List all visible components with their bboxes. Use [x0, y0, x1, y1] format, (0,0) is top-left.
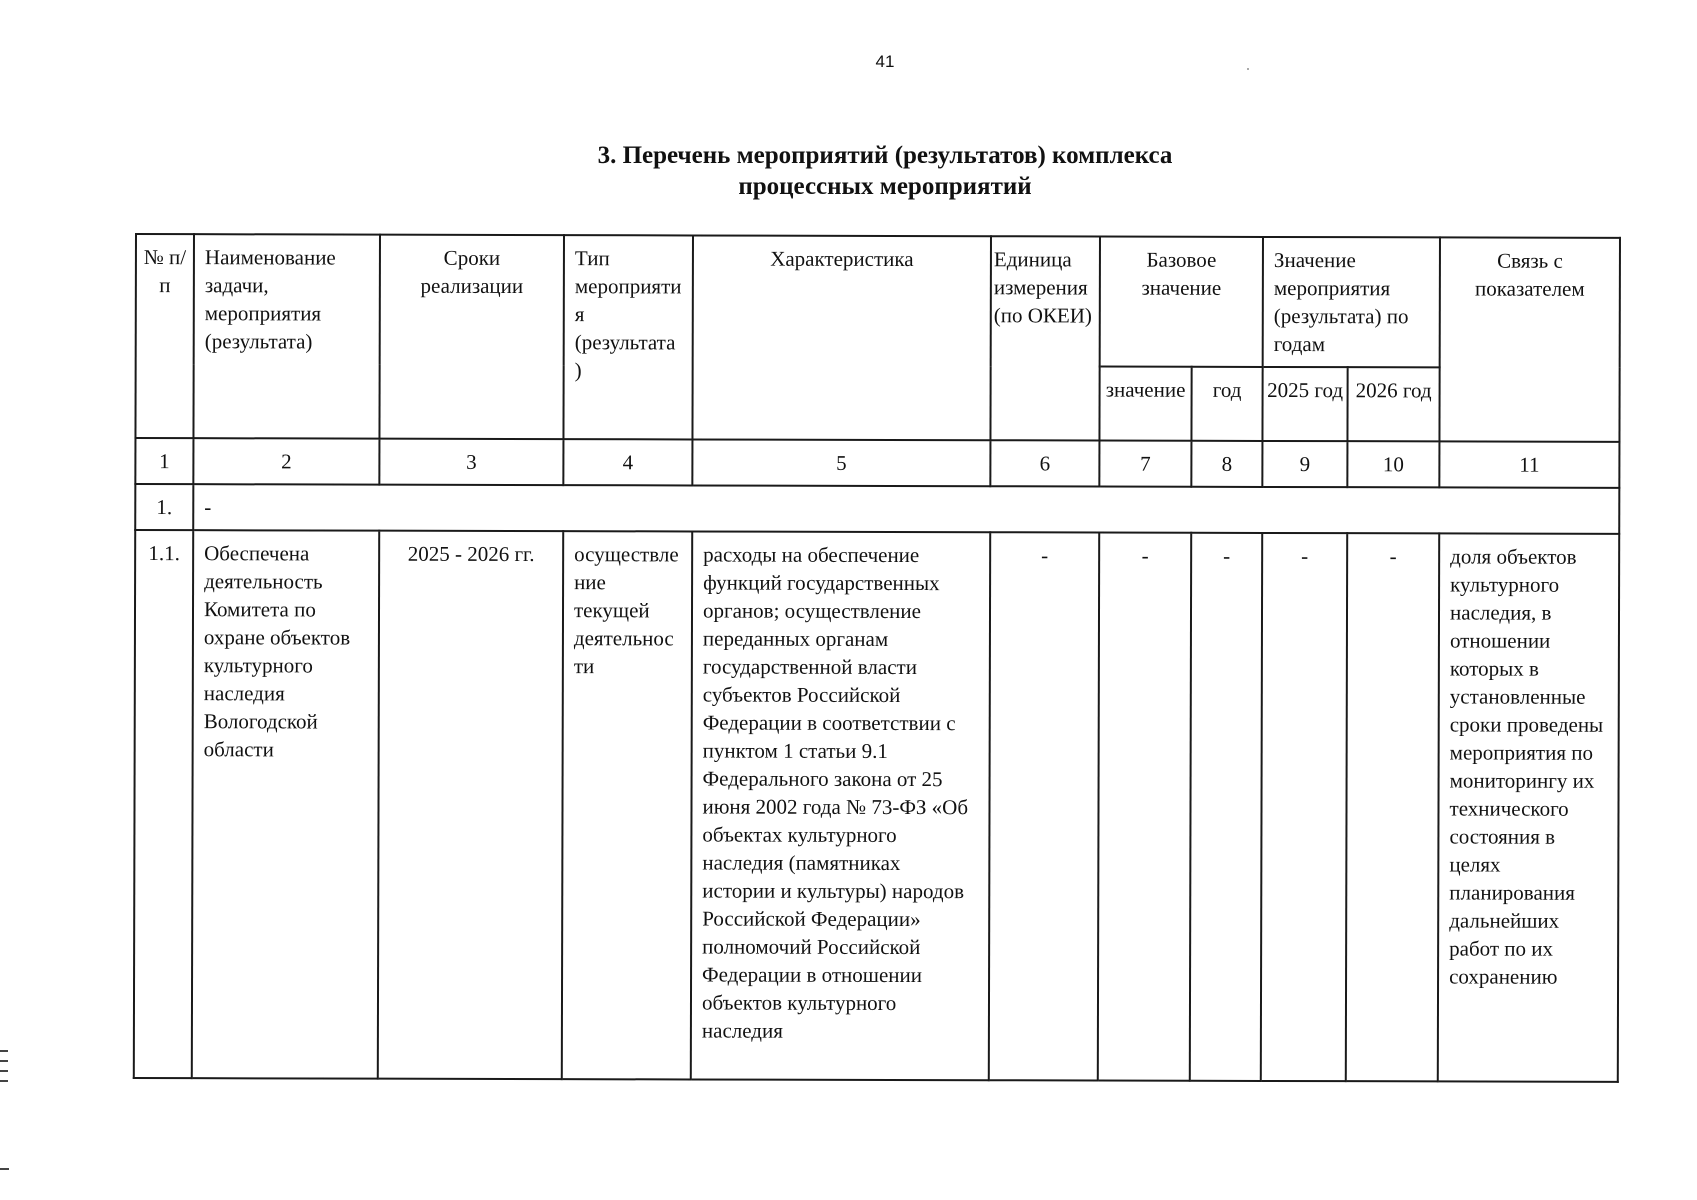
binding-mark — [0, 1060, 8, 1062]
header-unit: Единица измерения (по ОКЕИ) — [990, 236, 1100, 440]
header-row — [136, 234, 1620, 368]
row-base-year: - — [1190, 533, 1262, 1081]
column-number: 5 — [692, 439, 990, 486]
column-number: 9 — [1262, 441, 1347, 487]
column-number: 8 — [1191, 441, 1262, 487]
margin-dash — [0, 1168, 9, 1170]
title-line-1: 3. Перечень мероприятий (результатов) комплекса — [597, 142, 1173, 169]
scan-spot — [1247, 68, 1249, 70]
column-number: 4 — [563, 439, 692, 485]
row-terms: 2025 - 2026 гг. — [378, 531, 563, 1079]
header-num: № п/п — [135, 234, 194, 438]
binding-mark — [0, 1080, 8, 1082]
column-number: 6 — [990, 440, 1099, 486]
header-terms: Сроки реализации — [379, 235, 564, 439]
header-year-2026: 2026 год — [1347, 367, 1439, 441]
document-title — [505, 140, 1265, 202]
header-name: Наименование задачи, мероприятия (результата) — [193, 234, 380, 438]
column-number: 10 — [1347, 441, 1439, 487]
column-numbers-row — [135, 438, 1619, 488]
column-number: 2 — [193, 438, 379, 484]
measures-table — [133, 233, 1621, 1083]
table-row — [134, 530, 1619, 1082]
binding-marks — [0, 1050, 8, 1090]
header-type: Тип мероприятия (результата) — [563, 235, 693, 439]
page-number: 41 — [875, 52, 895, 71]
section-row — [135, 484, 1619, 534]
row-link: доля объектов культурного наследия, в отношении которых в установленные сроки проведены мероприятия по мониторингу их технического состояния в целях планирования дальнейших работ по их сохранению — [1438, 533, 1619, 1081]
header-years: Значение мероприятия (результата) по годам — [1263, 237, 1440, 367]
row-unit: - — [989, 532, 1099, 1080]
row-year-2025: - — [1261, 533, 1347, 1081]
column-number: 7 — [1099, 441, 1191, 487]
header-year-2025: 2025 год — [1262, 367, 1347, 441]
column-number: 1 — [135, 438, 193, 484]
header-base-value: значение — [1099, 367, 1191, 441]
binding-mark — [0, 1070, 8, 1072]
section-text: - — [193, 484, 1619, 534]
row-name: Обеспечена деятельность Комитета по охране объектов культурного наследия Вологодской области — [192, 530, 379, 1078]
row-type: осуществление текущей деятельности — [562, 531, 692, 1079]
row-characteristic: расходы на обеспечение функций государственных органов; осуществление переданных органам государственной власти субъектов Российской Федерации в соответствии с пунктом 1 статьи 9.1 Федерального закона от 25 июня 2002 года № 73-ФЗ «Об объектах культурного наследия (памятниках истории и культуры) народов Российской Федерации» полномочий Российской Федерации в отношении объектов культурного наследия — [691, 531, 990, 1080]
row-number: 1.1. — [134, 530, 193, 1078]
row-year-2026: - — [1346, 533, 1439, 1081]
header-link: Связь с показателем — [1439, 237, 1620, 441]
title-line-2: процессных мероприятий — [738, 173, 1032, 200]
column-number: 3 — [379, 439, 563, 485]
section-number: 1. — [135, 484, 193, 530]
column-number: 11 — [1439, 441, 1619, 487]
header-characteristic: Характеристика — [692, 235, 991, 440]
binding-mark — [0, 1050, 8, 1052]
row-base-value: - — [1098, 533, 1191, 1081]
header-base-year: год — [1191, 367, 1262, 441]
header-base: Базовое значение — [1100, 237, 1263, 367]
